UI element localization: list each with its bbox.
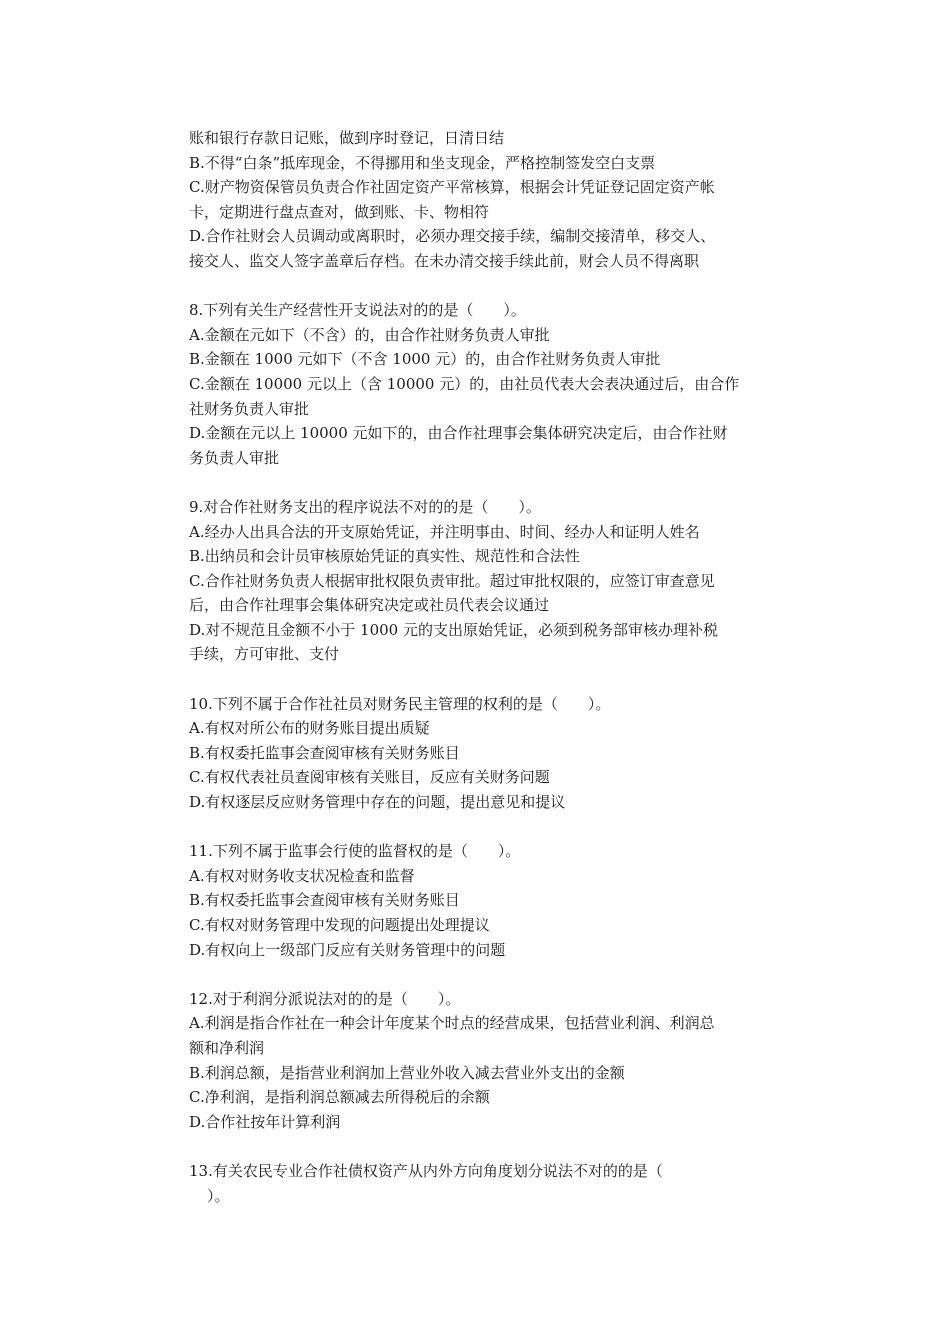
spacer <box>189 470 789 495</box>
option-b: B.有权委托监事会查阅审核有关财务账目 <box>189 891 460 910</box>
option-b: B.利润总额，是指营业利润加上营业外收入减去营业外支出的金额 <box>189 1063 625 1082</box>
option-c-line-2: 卡，定期进行盘点查对，做到账、卡、物相符 <box>189 202 490 221</box>
option-c: C.有权代表社员查阅审核有关账目，反应有关财务问题 <box>189 768 550 787</box>
question-stem-line-1: 13.有关农民专业合作社债权资产从内外方向角度划分说法不对的的是（ <box>189 1161 663 1180</box>
option-c: C.有权对财务管理中发现的问题提出处理提议 <box>189 916 490 934</box>
option-d: D.有权向上一级部门反应有关财务管理中的问题 <box>189 940 506 959</box>
option-d: D.合作社按年计算利润 <box>189 1112 341 1131</box>
option-a-line-1: A.利润是指合作社在一种会计年度某个时点的经营成果，包括营业利润、利润总 <box>189 1014 715 1033</box>
spacer <box>189 274 789 299</box>
question-7-tail <box>189 126 789 274</box>
option-d-line-2: 接交人、监交人签字盖章后存档。在未办清交接手续此前，财会人员不得离职 <box>189 251 700 270</box>
option-b: B.不得“白条”抵库现金，不得挪用和坐支现金，严格控制签发空白支票 <box>189 153 656 172</box>
option-a: A.经办人出具合法的开支原始凭证，并注明事由、时间、经办人和证明人姓名 <box>189 522 700 541</box>
spacer <box>189 815 789 840</box>
option-c-line-1: C.金额在 10000 元以上（含 10000 元）的，由社员代表大会表决通过后，由合作 <box>189 374 740 393</box>
option-d-line-1: D.金额在元以上 10000 元如下的，由合作社理事会集体研究决定后，由合作社财 <box>189 424 728 443</box>
option-a: A.有权对财务收支状况检查和监督 <box>189 866 415 885</box>
option-c-line-2: 后，由合作社理事会集体研究决定或社员代表会议通过 <box>189 596 550 615</box>
option-a: A.金额在元如下（不含）的，由合作社财务负责人审批 <box>189 325 550 344</box>
option-a-continuation: 账和银行存款日记账，做到序时登记，日清日结 <box>189 129 505 147</box>
question-10 <box>189 692 789 815</box>
question-stem: 9.对合作社财务支出的程序说法不对的的是（ ）。 <box>189 497 541 516</box>
spacer <box>189 667 789 692</box>
option-d-line-1: D.合作社财会人员调动或离职时，必须办理交接手续，编制交接清单，移交人、 <box>189 227 716 246</box>
question-13 <box>189 1159 789 1208</box>
question-11 <box>189 839 789 962</box>
option-b: B.有权委托监事会查阅审核有关财务账目 <box>189 743 460 762</box>
spacer <box>189 962 789 987</box>
question-8 <box>189 298 789 470</box>
option-c-line-1: C.合作社财务负责人根据审批权限负责审批。超过审批权限的，应签订审查意见 <box>189 571 715 590</box>
question-stem-line-2: ）。 <box>207 1186 230 1205</box>
question-9 <box>189 495 789 667</box>
option-a: A.有权对所公布的财务账目提出质疑 <box>189 719 430 738</box>
option-d-line-1: D.对不规范且金额不小于 1000 元的支出原始凭证，必须到税务部审核办理补税 <box>189 620 718 639</box>
option-b: B.金额在 1000 元如下（不含 1000 元）的，由合作社财务负责人审批 <box>189 350 661 369</box>
option-a-line-2: 额和净利润 <box>189 1038 265 1057</box>
option-b: B.出纳员和会计员审核原始凭证的真实性、规范性和合法性 <box>189 547 580 566</box>
question-stem: 10.下列不属于合作社社员对财务民主管理的权利的是（ ）。 <box>189 694 611 713</box>
option-d-line-2: 务负责人审批 <box>189 448 280 467</box>
question-stem: 11.下列不属于监事会行使的监督权的是（ ）。 <box>189 842 521 861</box>
document-page <box>189 126 789 1208</box>
option-d-line-2: 手续，方可审批、支付 <box>189 645 340 664</box>
question-stem: 8.下列有关生产经营性开支说法对的的是（ ）。 <box>189 301 526 320</box>
question-12 <box>189 987 789 1135</box>
option-c: C.净利润，是指利润总额减去所得税后的余额 <box>189 1088 490 1107</box>
question-stem: 12.对于利润分派说法对的的是（ ）。 <box>189 989 461 1008</box>
option-d: D.有权逐层反应财务管理中存在的问题，提出意见和提议 <box>189 793 566 812</box>
spacer <box>189 1134 789 1159</box>
option-c-line-2: 社财务负责人审批 <box>189 399 310 418</box>
option-c-line-1: C.财产物资保管员负责合作社固定资产平常核算，根据会计凭证登记固定资产帐 <box>189 178 715 197</box>
